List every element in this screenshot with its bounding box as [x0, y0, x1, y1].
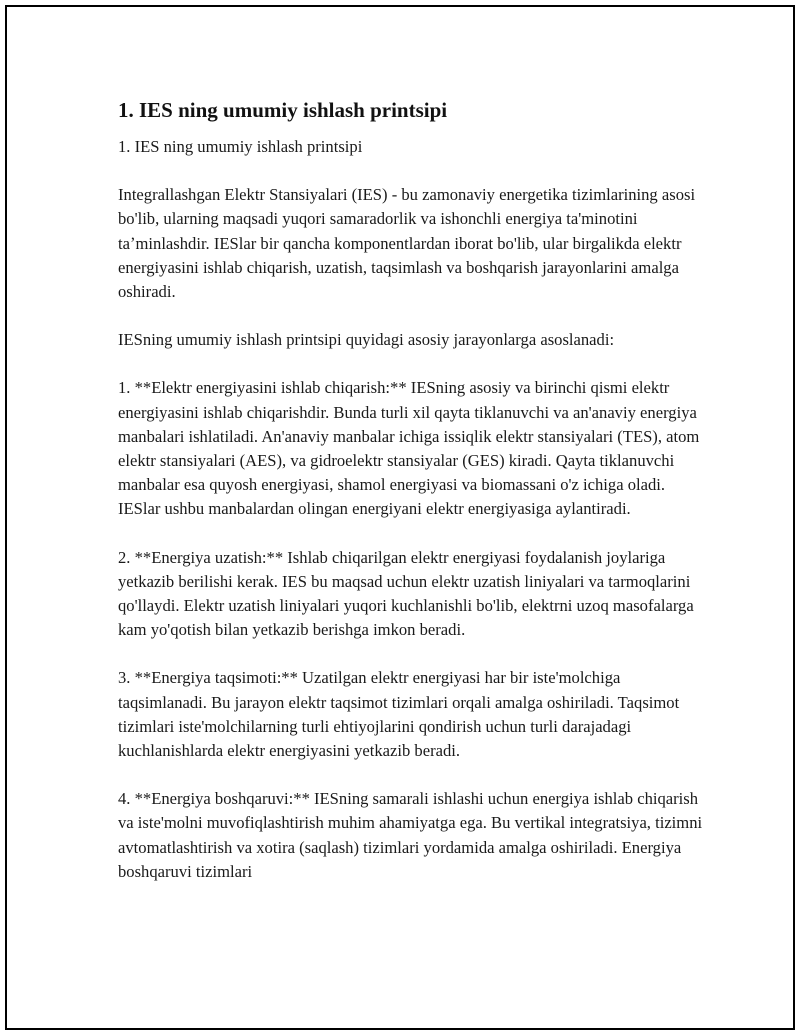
page-frame — [5, 5, 795, 1030]
document-subtitle: 1. IES ning umumiy ishlash printsipi — [118, 137, 363, 156]
document-heading: 1. IES ning umumiy ishlash printsipi — [118, 98, 448, 122]
paragraph-principles: IESning umumiy ishlash printsipi quyidagi asosiy jarayonlarga asoslanadi: — [118, 330, 615, 350]
paragraph-generation: 1. **Elektr energiyasini ishlab chiqarish:** IESning asosiy va birinchi qismi elektr energiyasini ishlab chiqarishdir. Bunda turli xil qayta tiklanuvchi va an'anaviy energiya manbalari ishlatiladi. An'anaviy manbalar ichiga issiqlik elektr stansiyalari (TES), atom elektr stansiyalari (AES), va gidroelektr stansiyalar (GES) kiradi. Qayta tiklanuvchi manbalar esa quyosh energiyasi, shamol energiyasi va biomassani o'z ichiga oladi. IESlar ushbu manbalardan olingan energiyani elektr energiyasiga aylantiradi. — [118, 378, 700, 519]
paragraph-distribution: 3. **Energiya taqsimoti:** Uzatilgan elektr energiyasi har bir iste'molchiga taqsimlanadi. Bu jarayon elektr taqsimot tizimlari orqali amalga oshiriladi. Taqsimot tizimlari iste'molchilarning turli ehtiyojlarini qondirish uchun turli darajadagi kuchlanishlarda elektr energiyasini yetkazib beradi. — [118, 668, 680, 761]
paragraph-management: 4. **Energiya boshqaruvi:** IESning samarali ishlashi uchun energiya ishlab chiqarish va iste'molni muvofiqlashtirish muhim ahamiyatga ega. Bu vertikal integratsiya, tizimni avtomatlashtirish va xotira (saqlash) tizimlari yordamida amalga oshiriladi. Energiya boshqaruvi tizimlari — [118, 789, 703, 881]
paragraph-transmission: 2. **Energiya uzatish:** Ishlab chiqarilgan elektr energiyasi foydalanish joylariga yetkazib berilishi kerak. IES bu maqsad uchun elektr uzatish liniyalari va tarmoqlarini qo'llaydi. Elektr uzatish liniyalari yuqori kuchlanishli bo'lib, elektrni uzoq masofalarga kam yo'qotish bilan yetkazib berishga imkon beradi. — [118, 547, 694, 640]
paragraph-intro: Integrallashgan Elektr Stansiyalari (IES) - bu zamonaviy energetika tizimlarining asosi bo'lib, ularning maqsadi yuqori samaradorlik va ishonchli energiya ta'minotini taʼminlashdir. IESlar bir qancha komponentlardan iborat bo'lib, ular birgalikda elektr energiyasini ishlab chiqarish, uzatish, taqsimlash va boshqarish jarayonlarini amalga oshiradi. — [118, 185, 696, 302]
document-body — [118, 97, 708, 908]
